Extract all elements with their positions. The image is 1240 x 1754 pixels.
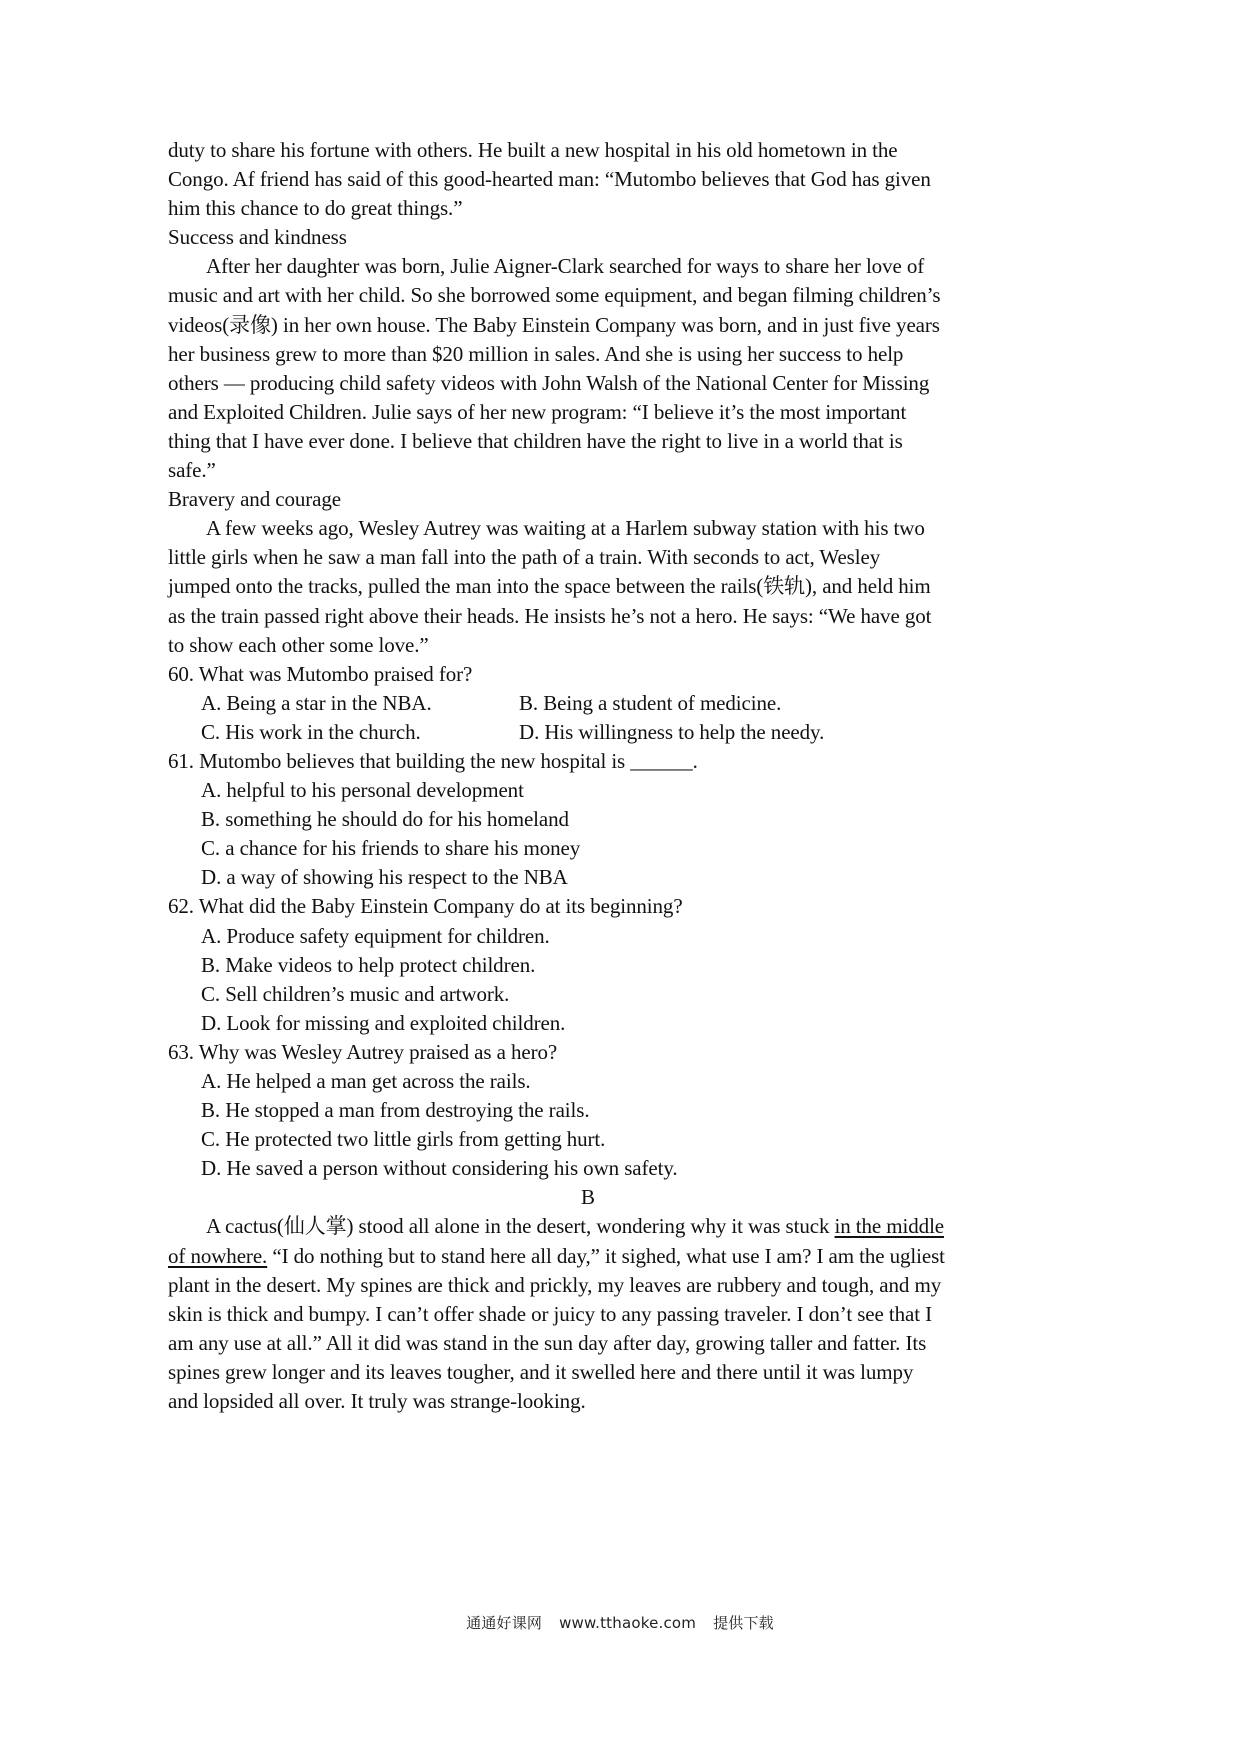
text-line: duty to share his fortune with others. He built a new hospital in his old hometown in the bbox=[168, 138, 898, 162]
text-segment: “I do nothing but to stand here all day,” it sighed, what use I am? I am the ugliest bbox=[267, 1243, 945, 1268]
section-bravery-and-courage bbox=[168, 485, 1008, 660]
section-success-and-kindness bbox=[168, 223, 1008, 485]
text-line: skin is thick and bumpy. I can’t offer shade or juicy to any passing traveler. I don’t see that I bbox=[168, 1301, 932, 1326]
text-line: Congo. Af friend has said of this good-hearted man: “Mutombo believes that God has given bbox=[168, 167, 931, 192]
text-line: A few weeks ago, Wesley Autrey was waiting at a Harlem subway station with his two bbox=[206, 516, 925, 541]
option-b: B. He stopped a man from destroying the rails. bbox=[201, 1098, 590, 1123]
underlined-phrase: in the middle bbox=[834, 1214, 945, 1239]
text-line: safe.” bbox=[168, 458, 216, 483]
question-stem: 63. Why was Wesley Autrey praised as a hero? bbox=[168, 1039, 558, 1064]
question-63 bbox=[168, 1038, 1008, 1183]
text-line: and Exploited Children. Julie says of her new program: “I believe it’s the most important bbox=[168, 399, 907, 424]
question-61 bbox=[168, 747, 1008, 892]
option-d: D. His willingness to help the needy. bbox=[519, 719, 825, 744]
option-b: B. something he should do for his homeland bbox=[201, 807, 569, 832]
question-stem: 60. What was Mutombo praised for? bbox=[168, 661, 473, 686]
option-c: C. a chance for his friends to share his money bbox=[201, 836, 581, 861]
text-line: am any use at all.” All it did was stand in the sun day after day, growing taller and fatter. Its bbox=[168, 1330, 927, 1355]
text-line bbox=[168, 1242, 1008, 1271]
section-heading: Bravery and courage bbox=[168, 487, 342, 512]
text-line bbox=[168, 1212, 1008, 1241]
option-b: B. Being a student of medicine. bbox=[519, 690, 782, 715]
option-row bbox=[168, 718, 1008, 747]
option-c: C. He protected two little girls from getting hurt. bbox=[201, 1127, 606, 1152]
option-row bbox=[168, 689, 1008, 718]
question-stem: 61. Mutombo believes that building the new hospital is ______. bbox=[168, 748, 698, 773]
option-a: A. He helped a man get across the rails. bbox=[201, 1069, 531, 1093]
option-d: D. Look for missing and exploited children. bbox=[201, 1010, 566, 1035]
text-line: him this chance to do great things.” bbox=[168, 196, 463, 221]
section-heading: Success and kindness bbox=[168, 225, 347, 250]
question-60 bbox=[168, 660, 1008, 747]
text-line: her business grew to more than $20 million in sales. And she is using her success to help bbox=[168, 341, 904, 366]
text-line: spines grew longer and its leaves tougher, and it swelled here and there until it was lumpy bbox=[168, 1359, 914, 1384]
text-line: others — producing child safety videos with John Walsh of the National Center for Missing bbox=[168, 370, 930, 395]
question-stem: 62. What did the Baby Einstein Company do at its beginning? bbox=[168, 894, 683, 919]
text-line: as the train passed right above their heads. He insists he’s not a hero. He says: “We have got bbox=[168, 603, 932, 628]
footer-url: www.tthaoke.com bbox=[559, 1614, 697, 1632]
option-c: C. Sell children’s music and artwork. bbox=[201, 981, 510, 1006]
text-line: and lopsided all over. It truly was strange-looking. bbox=[168, 1389, 586, 1414]
option-a: A. Being a star in the NBA. bbox=[201, 690, 432, 715]
underlined-phrase: of nowhere. bbox=[168, 1243, 268, 1268]
option-d: D. a way of showing his respect to the NBA bbox=[201, 865, 568, 890]
text-line: plant in the desert. My spines are thick and prickly, my leaves are rubbery and tough, and my bbox=[168, 1272, 942, 1297]
text-line: music and art with her child. So she borrowed some equipment, and began filming children’s bbox=[168, 283, 941, 308]
passage-b bbox=[168, 1183, 1008, 1416]
text-line: jumped onto the tracks, pulled the man into the space between the rails(铁轨), and held him bbox=[168, 574, 931, 599]
text-line: thing that I have ever done. I believe that children have the right to live in a world that is bbox=[168, 428, 903, 453]
option-d: D. He saved a person without considering his own safety. bbox=[201, 1156, 678, 1181]
option-a: A. helpful to his personal development bbox=[201, 778, 524, 803]
text-line: to show each other some love.” bbox=[168, 632, 429, 657]
page-footer bbox=[0, 1612, 1240, 1633]
footer-note: 提供下载 bbox=[713, 1614, 774, 1632]
option-a: A. Produce safety equipment for children. bbox=[201, 923, 550, 948]
text-line: After her daughter was born, Julie Aigner-Clark searched for ways to share her love of bbox=[206, 254, 925, 279]
text-line: little girls when he saw a man fall into the path of a train. With seconds to act, Wesley bbox=[168, 545, 881, 570]
question-62 bbox=[168, 892, 1008, 1037]
option-c: C. His work in the church. bbox=[201, 719, 421, 744]
exam-page bbox=[168, 136, 1008, 1416]
option-b: B. Make videos to help protect children. bbox=[201, 952, 536, 977]
passage-a-tail bbox=[168, 136, 1008, 223]
text-line: videos(录像) in her own house. The Baby Einstein Company was born, and in just five years bbox=[168, 312, 940, 337]
footer-site-name: 通通好课网 bbox=[466, 1614, 543, 1632]
passage-label: B bbox=[581, 1185, 595, 1210]
text-segment: A cactus(仙人掌) stood all alone in the desert, wondering why it was stuck bbox=[206, 1214, 835, 1239]
